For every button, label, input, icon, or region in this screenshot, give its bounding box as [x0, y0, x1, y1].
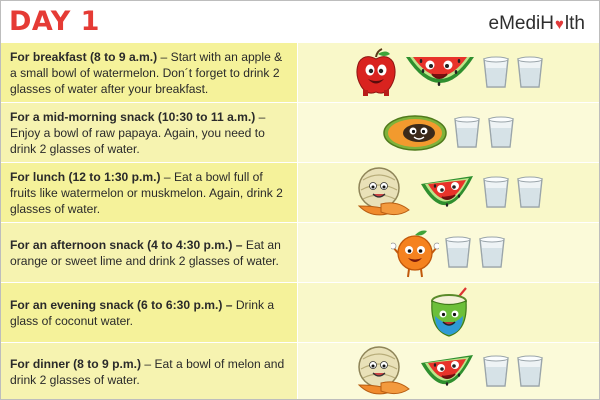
meal-time-label: For a mid-morning snack (10:30 to 11 a.m.)	[10, 109, 256, 124]
meal-time-label: For lunch (12 to 1:30 p.m.)	[10, 169, 161, 184]
meal-time-label: For breakfast (8 to 9 a.m.)	[10, 49, 158, 64]
meal-row-dinner	[1, 343, 599, 400]
watermelon-icon	[403, 51, 477, 95]
meal-illustration	[298, 223, 599, 282]
heart-icon: ♥	[555, 16, 564, 33]
water-glass-icon	[452, 116, 482, 150]
meal-row-afternoon	[1, 223, 599, 282]
meal-illustration	[298, 283, 599, 342]
meal-time-label: For an afternoon snack (4 to 4:30 p.m.) –	[10, 237, 243, 252]
meal-description	[1, 43, 297, 102]
meal-description	[1, 103, 297, 162]
meal-row-mid-morning	[1, 103, 599, 162]
logo-prefix: eMediH	[488, 13, 555, 34]
water-glass-icon	[515, 355, 545, 389]
meal-description	[1, 163, 297, 222]
meal-description	[1, 343, 297, 400]
meal-detail: – Eat a bowl of melon and drink 2 glasses of water.	[10, 357, 285, 387]
meal-illustration	[298, 343, 599, 400]
meal-description	[1, 283, 297, 342]
meal-detail: – Eat a bowl full of fruits like watermelon or muskmelon. Again, drink 2 glasses of water.	[10, 169, 283, 216]
meal-description	[1, 223, 297, 282]
muskmelon-icon	[353, 345, 413, 399]
meal-time-label: For an evening snack (6 to 6:30 p.m.) –	[10, 297, 233, 312]
meal-time-label: For dinner (8 to 9 p.m.)	[10, 357, 142, 371]
meal-detail: – Start with an apple & a small bowl of watermelon. Don´t forget to drink 2 glasses of water after your breakfast.	[10, 49, 283, 96]
water-glass-icon	[443, 236, 473, 270]
page-title: DAY 1	[9, 6, 100, 37]
orange-icon	[391, 227, 439, 279]
meal-illustration	[298, 103, 599, 162]
meal-row-breakfast	[1, 43, 599, 102]
meal-illustration	[298, 163, 599, 222]
water-glass-icon	[481, 176, 511, 210]
meal-detail: Eat an orange or sweet lime and drink 2 glasses of water.	[10, 237, 281, 268]
muskmelon-icon	[353, 166, 413, 220]
papaya-icon	[382, 113, 448, 153]
logo-suffix: lth	[564, 13, 585, 34]
coconut-icon	[426, 286, 472, 340]
water-glass-icon	[515, 56, 545, 90]
meal-table	[1, 43, 599, 387]
apple-icon	[353, 48, 399, 98]
meal-detail: Drink a glass of coconut water.	[10, 297, 275, 328]
water-glass-icon	[515, 176, 545, 210]
brand-logo	[489, 13, 585, 35]
meal-row-evening	[1, 283, 599, 342]
watermelon-icon	[417, 349, 477, 395]
meal-illustration	[298, 43, 599, 102]
meal-detail: – Enjoy a bowl of raw papaya. Again, you need to drink 2 glasses of water.	[10, 109, 266, 156]
water-glass-icon	[481, 56, 511, 90]
water-glass-icon	[477, 236, 507, 270]
watermelon-icon	[417, 170, 477, 216]
water-glass-icon	[486, 116, 516, 150]
water-glass-icon	[481, 355, 511, 389]
meal-row-lunch	[1, 163, 599, 222]
